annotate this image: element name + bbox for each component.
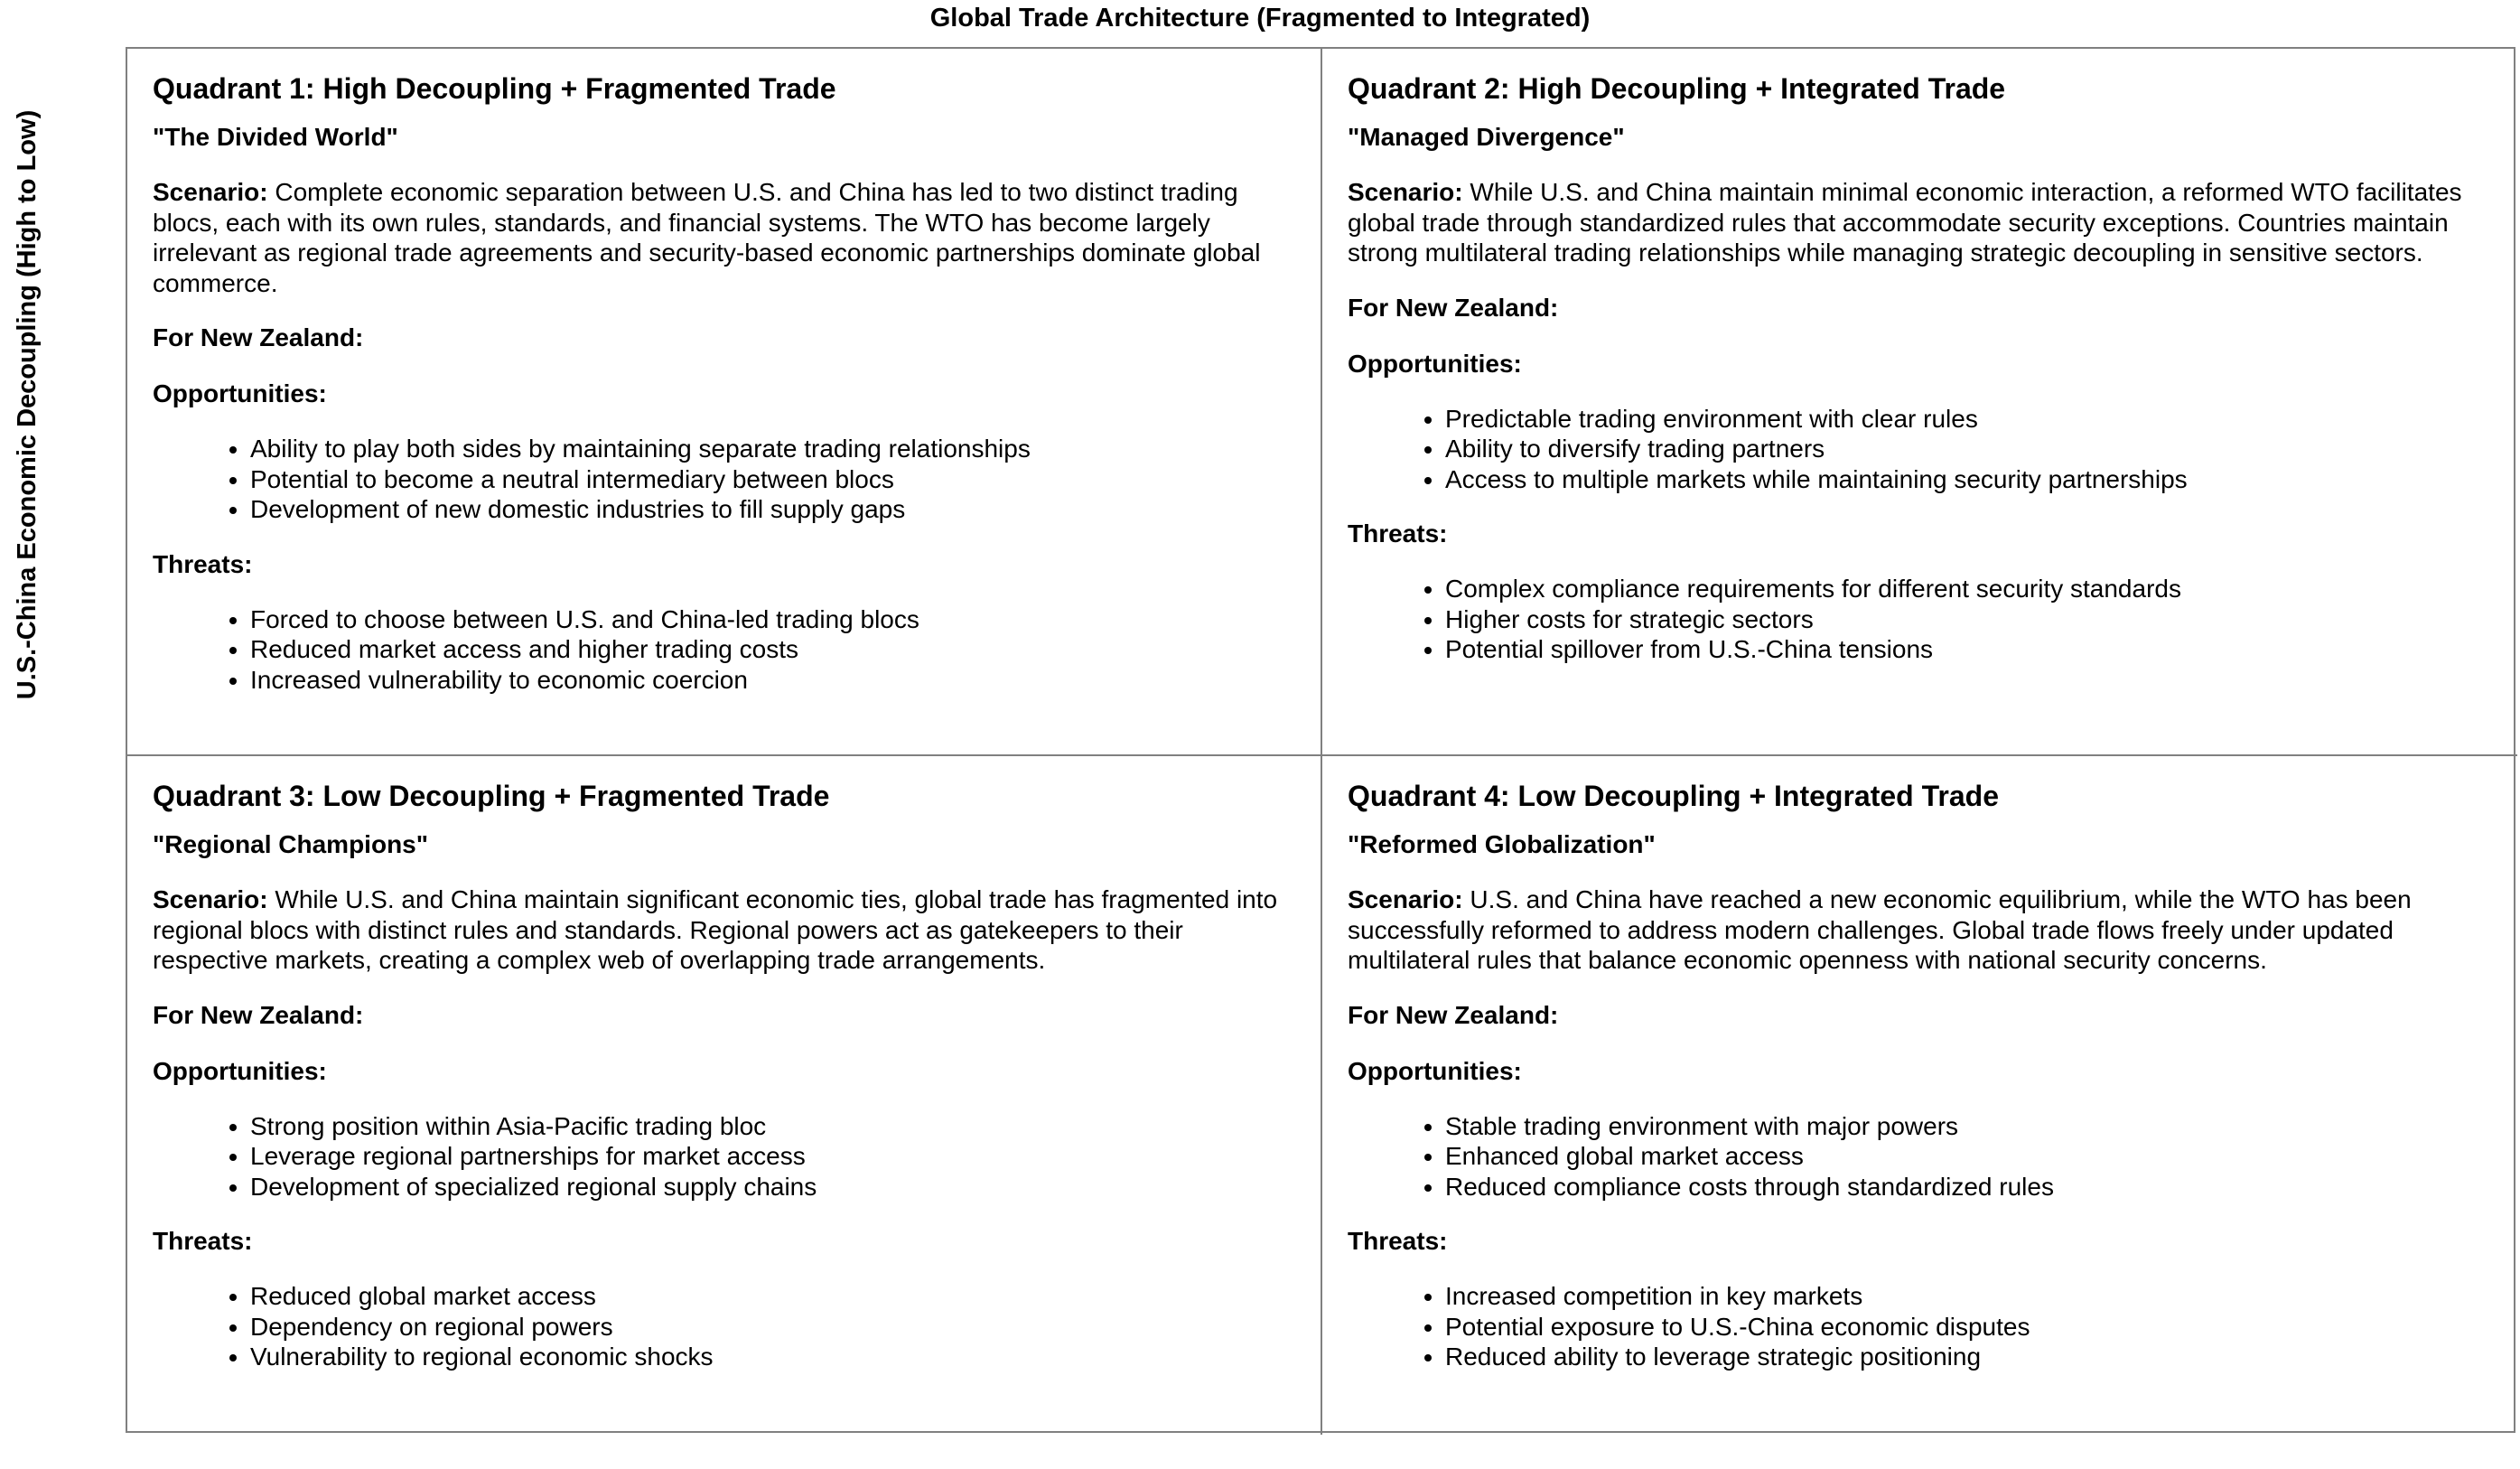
list-item: • Higher costs for strategic sectors: [1445, 604, 2492, 635]
threats-label: Threats:: [1348, 519, 1448, 547]
for-nz-label: For New Zealand:: [1348, 1000, 1559, 1029]
for-nz-label: For New Zealand:: [153, 323, 364, 351]
opportunities-label: Opportunities:: [153, 1056, 327, 1085]
scenario-text: Complete economic separation between U.S. and China has led to two distinct trading blocs, each with its own rules, standards, and financial systems. The WTO has become largely irrelevant as regional trade agreements and security-based economic partnerships dominate global commerce.: [153, 178, 1261, 297]
for-nz-label: For New Zealand:: [153, 1000, 364, 1029]
scenario-label: Scenario:: [1348, 885, 1463, 913]
threats-list: [153, 604, 1295, 696]
quadrant-4: [1322, 756, 2517, 1435]
quadrant-3: [127, 756, 1322, 1435]
quadrant-2: [1322, 49, 2517, 756]
threats-label: Threats:: [1348, 1227, 1448, 1255]
list-item: • Forced to choose between U.S. and China-led trading blocs: [250, 604, 1295, 635]
list-item: • Predictable trading environment with clear rules: [1445, 404, 2492, 435]
list-item: • Development of new domestic industries to fill supply gaps: [250, 494, 1295, 525]
quadrant-subtitle: "The Divided World": [153, 123, 398, 151]
scenario-paragraph: [1348, 884, 2492, 976]
list-item: • Complex compliance requirements for different security standards: [1445, 574, 2492, 604]
diagram-title: Global Trade Architecture (Fragmented to Integrated): [929, 4, 1591, 33]
quadrant-subtitle: "Regional Champions": [153, 830, 429, 858]
scenario-paragraph: [1348, 177, 2492, 268]
list-item: • Stable trading environment with major powers: [1445, 1111, 2492, 1142]
quadrant-heading: Quadrant 1: High Decoupling + Fragmented Trade: [153, 72, 836, 105]
list-item: • Reduced ability to leverage strategic positioning: [1445, 1342, 2492, 1372]
opportunities-list: [1348, 1111, 2492, 1202]
list-item: • Dependency on regional powers: [250, 1312, 1295, 1343]
opportunities-list: [153, 434, 1295, 525]
threats-list: [1348, 574, 2492, 665]
list-item: • Reduced global market access: [250, 1281, 1295, 1312]
quadrant-grid: [126, 47, 2515, 1433]
scenario-paragraph: [153, 177, 1295, 298]
list-item: • Access to multiple markets while maintaining security partnerships: [1445, 464, 2492, 495]
quadrant-1: [127, 49, 1322, 756]
opportunities-list: [1348, 404, 2492, 495]
scenario-label: Scenario:: [153, 885, 268, 913]
quadrant-heading: Quadrant 4: Low Decoupling + Integrated Trade: [1348, 780, 1999, 812]
scenario-text: While U.S. and China maintain minimal economic interaction, a reformed WTO facilitates global trade through standardized rules that accommodate security exceptions. Countries maintain strong multilateral trading relationships while managing strategic decoupling in sensitive sectors.: [1348, 178, 2462, 267]
quadrant-heading: Quadrant 2: High Decoupling + Integrated Trade: [1348, 72, 2006, 105]
quadrant-subtitle: "Reformed Globalization": [1348, 830, 1656, 858]
quadrant-subtitle: "Managed Divergence": [1348, 123, 1625, 151]
threats-list: [1348, 1281, 2492, 1372]
list-item: • Enhanced global market access: [1445, 1141, 2492, 1172]
list-item: • Potential to become a neutral intermediary between blocs: [250, 464, 1295, 495]
list-item: • Increased competition in key markets: [1445, 1281, 2492, 1312]
scenario-paragraph: [153, 884, 1295, 976]
threats-label: Threats:: [153, 1227, 253, 1255]
scenario-text: U.S. and China have reached a new economic equilibrium, while the WTO has been successfully reformed to address modern challenges. Global trade flows freely under updated multilateral rules that balance economic openness with national security concerns.: [1348, 885, 2412, 974]
list-item: • Ability to diversify trading partners: [1445, 434, 2492, 464]
list-item: • Reduced market access and higher trading costs: [250, 634, 1295, 665]
for-nz-label: For New Zealand:: [1348, 293, 1559, 322]
list-item: • Increased vulnerability to economic coercion: [250, 665, 1295, 696]
quadrant-heading: Quadrant 3: Low Decoupling + Fragmented Trade: [153, 780, 830, 812]
list-item: • Potential exposure to U.S.-China economic disputes: [1445, 1312, 2492, 1343]
scenario-text: While U.S. and China maintain significant economic ties, global trade has fragmented into regional blocs with distinct rules and standards. Regional powers act as gatekeepers to their respective markets, creating a complex web of overlapping trade arrangements.: [153, 885, 1278, 974]
list-item: • Vulnerability to regional economic shocks: [250, 1342, 1295, 1372]
y-axis-label-text: U.S.-China Economic Decoupling (High to Low): [13, 109, 42, 700]
threats-list: [153, 1281, 1295, 1372]
list-item: • Strong position within Asia-Pacific trading bloc: [250, 1111, 1295, 1142]
list-item: • Ability to play both sides by maintaining separate trading relationships: [250, 434, 1295, 464]
list-item: • Development of specialized regional supply chains: [250, 1172, 1295, 1202]
scenario-label: Scenario:: [1348, 178, 1463, 206]
threats-label: Threats:: [153, 549, 253, 578]
opportunities-label: Opportunities:: [1348, 349, 1522, 378]
list-item: • Potential spillover from U.S.-China tensions: [1445, 634, 2492, 665]
opportunities-label: Opportunities:: [153, 379, 327, 407]
opportunities-label: Opportunities:: [1348, 1056, 1522, 1085]
list-item: • Reduced compliance costs through standardized rules: [1445, 1172, 2492, 1202]
opportunities-list: [153, 1111, 1295, 1202]
list-item: • Leverage regional partnerships for market access: [250, 1141, 1295, 1172]
scenario-label: Scenario:: [153, 178, 268, 206]
